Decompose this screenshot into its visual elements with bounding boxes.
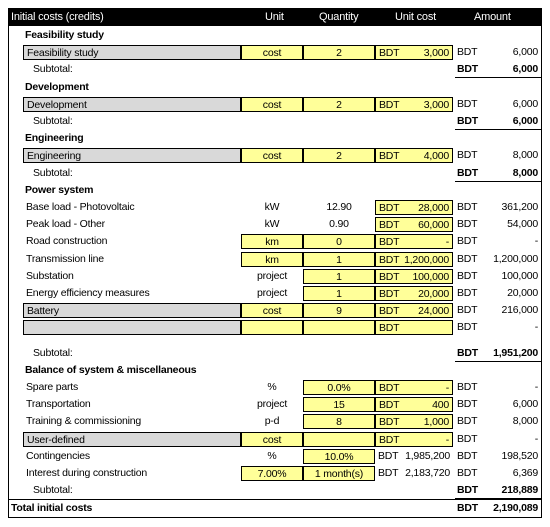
unit-cost-cell bbox=[375, 466, 453, 481]
row-label[interactable]: Development bbox=[23, 97, 241, 112]
unit-cost-value: 100,000 bbox=[412, 270, 449, 283]
amount-currency: BDT bbox=[457, 235, 478, 248]
currency-label: BDT bbox=[379, 305, 400, 318]
row-label: Transportation bbox=[26, 398, 91, 411]
subtotal-currency: BDT bbox=[457, 346, 478, 359]
quantity-cell[interactable]: 2 bbox=[303, 45, 375, 60]
unit-cell: kW bbox=[264, 201, 280, 213]
subtotal-label: Subtotal: bbox=[33, 346, 73, 359]
amount-currency: BDT bbox=[457, 467, 478, 479]
quantity-cell[interactable]: 8 bbox=[303, 414, 375, 429]
row-label: Interest during construction bbox=[26, 467, 148, 479]
section-title: Engineering bbox=[25, 132, 84, 145]
quantity-cell: 0.90 bbox=[329, 218, 349, 231]
unit-cell[interactable]: cost bbox=[241, 303, 303, 318]
unit-cost-value: 400 bbox=[432, 399, 449, 412]
unit-cost-cell[interactable] bbox=[375, 380, 453, 395]
currency-label: BDT bbox=[379, 270, 400, 283]
unit-cell[interactable]: cost bbox=[241, 432, 303, 447]
row-label[interactable]: Feasibility study bbox=[23, 45, 241, 60]
quantity-cell[interactable]: 2 bbox=[303, 97, 375, 112]
unit-cost-value: - bbox=[445, 382, 449, 394]
subtotal-row bbox=[9, 345, 541, 361]
unit-cost-value: 3,000 bbox=[423, 98, 449, 111]
amount-currency: BDT bbox=[457, 97, 478, 110]
unit-cost-value: 20,000 bbox=[418, 288, 449, 300]
section-row bbox=[9, 27, 541, 43]
subtotal-row bbox=[9, 113, 541, 129]
quantity-cell[interactable]: 1 bbox=[303, 269, 375, 284]
amount-value: 20,000 bbox=[507, 287, 538, 299]
amount-value: - bbox=[534, 432, 538, 445]
header-quantity: Quantity bbox=[319, 11, 359, 23]
table-header bbox=[9, 9, 541, 26]
amount-currency: BDT bbox=[457, 201, 478, 213]
quantity-cell[interactable]: 1 bbox=[303, 286, 375, 301]
unit-cell[interactable]: cost bbox=[241, 148, 303, 163]
quantity-cell[interactable]: 15 bbox=[303, 397, 375, 412]
unit-cost-cell[interactable] bbox=[375, 303, 453, 318]
amount-currency: BDT bbox=[457, 149, 478, 162]
amount-value: 100,000 bbox=[501, 269, 538, 282]
amount-value: - bbox=[534, 381, 538, 393]
currency-label: BDT bbox=[379, 98, 400, 111]
amount-value: 54,000 bbox=[507, 218, 538, 231]
row-label[interactable]: Engineering bbox=[23, 148, 241, 163]
row-label: Road construction bbox=[26, 235, 108, 248]
subtotal-value: 8,000 bbox=[512, 166, 538, 179]
section-title: Balance of system & miscellaneous bbox=[25, 363, 197, 376]
amount-value: 216,000 bbox=[501, 304, 538, 317]
subtotal-row bbox=[9, 61, 541, 77]
table-row bbox=[9, 216, 541, 232]
unit-cost-value: 1,000 bbox=[423, 416, 449, 429]
quantity-cell[interactable]: 2 bbox=[303, 148, 375, 163]
unit-cost-cell[interactable] bbox=[375, 414, 453, 429]
unit-cost-value: - bbox=[445, 236, 449, 249]
currency-label: BDT bbox=[379, 288, 400, 300]
unit-cost-cell[interactable] bbox=[375, 97, 453, 112]
unit-cost-value: 1,200,000 bbox=[404, 253, 449, 266]
amount-currency: BDT bbox=[457, 415, 478, 428]
amount-value: 6,369 bbox=[512, 467, 538, 479]
amount-currency: BDT bbox=[457, 381, 478, 393]
amount-currency: BDT bbox=[457, 287, 478, 299]
unit-cell[interactable]: cost bbox=[241, 97, 303, 112]
unit-cell[interactable]: 7.00% bbox=[241, 466, 303, 481]
unit-cell: project bbox=[256, 398, 288, 411]
unit-cost-cell[interactable] bbox=[375, 320, 453, 335]
currency-label: BDT bbox=[379, 382, 400, 394]
unit-cell[interactable]: cost bbox=[241, 45, 303, 60]
unit-cell[interactable]: km bbox=[241, 252, 303, 267]
subtotal-label: Subtotal: bbox=[33, 115, 73, 127]
quantity-cell[interactable]: 9 bbox=[303, 303, 375, 318]
section-row bbox=[9, 362, 541, 378]
unit-cell: project bbox=[256, 269, 288, 282]
subtotal-value: 6,000 bbox=[512, 115, 538, 127]
unit-cost-cell[interactable] bbox=[375, 269, 453, 284]
amount-value: 198,520 bbox=[501, 449, 538, 462]
section-title: Feasibility study bbox=[25, 29, 104, 41]
table-row bbox=[9, 431, 541, 447]
initial-costs-sheet bbox=[8, 8, 542, 518]
table-row bbox=[9, 233, 541, 249]
currency-label: BDT bbox=[378, 467, 399, 479]
amount-value: 361,200 bbox=[501, 201, 538, 213]
table-row bbox=[9, 147, 541, 163]
amount-value: - bbox=[534, 321, 538, 334]
amount-currency: BDT bbox=[457, 218, 478, 231]
row-label: Energy efficiency measures bbox=[26, 287, 150, 299]
currency-label: BDT bbox=[379, 253, 400, 266]
currency-label: BDT bbox=[378, 449, 399, 462]
currency-label: BDT bbox=[379, 416, 400, 429]
unit-cell: % bbox=[267, 449, 277, 462]
header-amount: Amount bbox=[474, 11, 511, 23]
unit-cost-value: 1,985,200 bbox=[405, 449, 450, 462]
total-value: 2,190,089 bbox=[493, 502, 538, 515]
subtotal-value: 6,000 bbox=[512, 63, 538, 76]
subtotal-label: Subtotal: bbox=[33, 166, 73, 179]
unit-cost-value: 60,000 bbox=[418, 219, 449, 232]
total-currency: BDT bbox=[457, 502, 478, 515]
subtotal-currency: BDT bbox=[457, 166, 478, 179]
table-row bbox=[9, 379, 541, 395]
section-row bbox=[9, 79, 541, 95]
header-unit-cost: Unit cost bbox=[395, 11, 436, 23]
table-row bbox=[9, 396, 541, 412]
unit-cost-value: 24,000 bbox=[418, 305, 449, 318]
amount-currency: BDT bbox=[457, 321, 478, 334]
row-label[interactable]: User-defined bbox=[23, 432, 241, 447]
quantity-cell[interactable] bbox=[303, 320, 375, 335]
table-row bbox=[9, 199, 541, 215]
total-label: Total initial costs bbox=[11, 502, 93, 515]
amount-currency: BDT bbox=[457, 269, 478, 282]
amount-value: 6,000 bbox=[512, 97, 538, 110]
subtotal-currency: BDT bbox=[457, 484, 478, 497]
unit-cost-cell[interactable] bbox=[375, 432, 453, 447]
unit-cost-cell[interactable] bbox=[375, 45, 453, 60]
unit-cost-cell[interactable] bbox=[375, 252, 453, 267]
amount-currency: BDT bbox=[457, 304, 478, 317]
row-label: Transmission line bbox=[26, 252, 104, 265]
unit-cost-value: 3,000 bbox=[423, 47, 449, 60]
amount-value: - bbox=[534, 235, 538, 248]
amount-value: 8,000 bbox=[512, 149, 538, 162]
row-label: Peak load - Other bbox=[26, 218, 105, 231]
row-label[interactable] bbox=[23, 320, 241, 335]
currency-label: BDT bbox=[379, 219, 400, 232]
subtotal-row bbox=[9, 165, 541, 181]
unit-cell[interactable]: km bbox=[241, 234, 303, 249]
amount-currency: BDT bbox=[457, 398, 478, 411]
subtotal-label: Subtotal: bbox=[33, 484, 73, 497]
quantity-cell[interactable] bbox=[303, 432, 375, 447]
header-unit: Unit bbox=[265, 11, 284, 23]
amount-currency: BDT bbox=[457, 252, 478, 265]
section-row bbox=[9, 130, 541, 146]
section-title: Development bbox=[25, 80, 89, 93]
unit-cost-cell[interactable] bbox=[375, 148, 453, 163]
row-label[interactable]: Battery bbox=[23, 303, 241, 318]
quantity-cell[interactable]: 1 month(s) bbox=[303, 466, 375, 481]
table-row bbox=[9, 465, 541, 481]
header-title: Initial costs (credits) bbox=[11, 11, 104, 23]
unit-cost-cell[interactable] bbox=[375, 200, 453, 215]
amount-value: 6,000 bbox=[512, 398, 538, 411]
currency-label: BDT bbox=[379, 202, 400, 214]
table-row bbox=[9, 285, 541, 301]
unit-cost-value: 4,000 bbox=[423, 150, 449, 163]
unit-cost-cell[interactable] bbox=[375, 234, 453, 249]
total-row bbox=[9, 499, 541, 516]
row-label: Spare parts bbox=[26, 381, 79, 393]
unit-cost-cell[interactable] bbox=[375, 397, 453, 412]
currency-label: BDT bbox=[379, 150, 400, 163]
row-label: Contingencies bbox=[26, 449, 90, 462]
unit-cost-value: 2,183,720 bbox=[405, 467, 450, 479]
table-row bbox=[9, 302, 541, 318]
subtotal-label: Subtotal: bbox=[33, 63, 73, 76]
row-label: Base load - Photovoltaic bbox=[26, 201, 135, 213]
table-row bbox=[9, 448, 541, 464]
section-row bbox=[9, 182, 541, 198]
unit-cell: % bbox=[267, 381, 277, 393]
subtotal-currency: BDT bbox=[457, 115, 478, 127]
row-label: Training & commissioning bbox=[26, 415, 142, 428]
amount-currency: BDT bbox=[457, 432, 478, 445]
row-label: Substation bbox=[26, 269, 74, 282]
currency-label: BDT bbox=[379, 433, 400, 446]
quantity-cell[interactable]: 1 bbox=[303, 252, 375, 267]
currency-label: BDT bbox=[379, 47, 400, 60]
quantity-cell[interactable]: 0 bbox=[303, 234, 375, 249]
quantity-cell: 12.90 bbox=[326, 201, 352, 213]
unit-cost-value: - bbox=[445, 433, 449, 446]
amount-currency: BDT bbox=[457, 46, 478, 59]
table-row bbox=[9, 251, 541, 267]
unit-cell: project bbox=[256, 287, 288, 299]
table-row bbox=[9, 96, 541, 112]
unit-cell: p-d bbox=[264, 415, 280, 428]
amount-value: 8,000 bbox=[512, 415, 538, 428]
section-title: Power system bbox=[25, 183, 94, 196]
unit-cost-cell bbox=[375, 449, 453, 464]
unit-cost-cell[interactable] bbox=[375, 286, 453, 301]
subtotal-currency: BDT bbox=[457, 63, 478, 76]
quantity-cell[interactable]: 0.0% bbox=[303, 380, 375, 395]
unit-cost-value: 28,000 bbox=[418, 202, 449, 214]
unit-cost-cell[interactable] bbox=[375, 217, 453, 232]
unit-cell[interactable] bbox=[241, 320, 303, 335]
table-row bbox=[9, 268, 541, 284]
amount-value: 1,200,000 bbox=[493, 252, 538, 265]
currency-label: BDT bbox=[379, 399, 400, 412]
unit-cell: kW bbox=[264, 218, 280, 231]
amount-value: 6,000 bbox=[512, 46, 538, 59]
table-row bbox=[9, 319, 541, 335]
quantity-cell[interactable]: 10.0% bbox=[303, 449, 375, 464]
currency-label: BDT bbox=[379, 236, 400, 249]
subtotal-value: 1,951,200 bbox=[493, 346, 538, 359]
subtotal-row bbox=[9, 482, 541, 498]
table-row bbox=[9, 413, 541, 429]
amount-currency: BDT bbox=[457, 449, 478, 462]
subtotal-value: 218,889 bbox=[501, 484, 538, 497]
table-row bbox=[9, 44, 541, 60]
currency-label: BDT bbox=[379, 322, 400, 335]
